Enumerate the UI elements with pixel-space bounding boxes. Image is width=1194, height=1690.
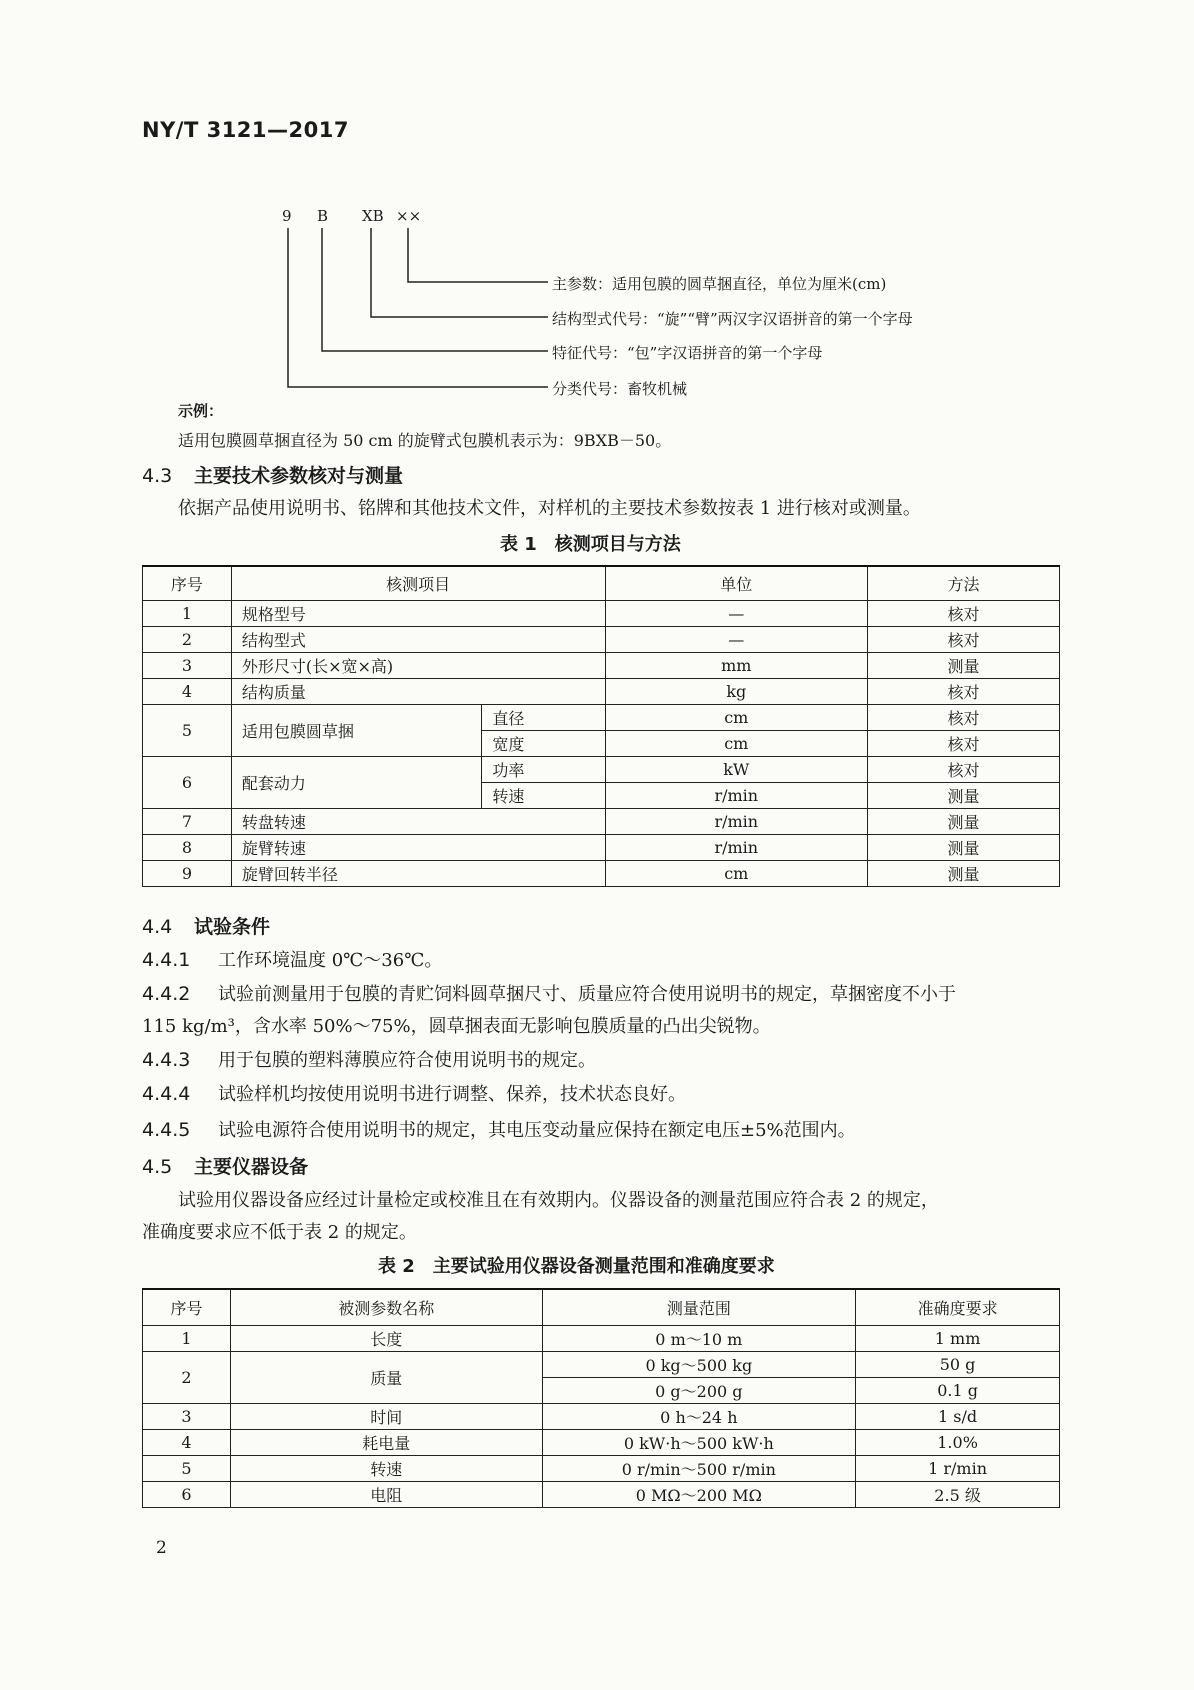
table2-cell: 1.0%: [856, 1429, 1060, 1455]
table1-cell: 测量: [868, 834, 1060, 860]
table2-cell: 50 g: [856, 1351, 1060, 1377]
section-4-4-2: 4.4.2 试验前测量用于包膜的青贮饲料圆草捆尺寸、质量应符合使用说明书的规定，草捆密度不小于: [142, 983, 956, 1005]
table1-cell: 旋臂回转半径: [231, 860, 605, 886]
table2-cell: 2.5 级: [856, 1481, 1060, 1507]
table1-cell: 测量: [868, 808, 1060, 834]
table1-cell: kg: [605, 678, 868, 704]
table1-cell: 9: [143, 860, 232, 886]
table2-cell: 0 kW·h～500 kW·h: [542, 1429, 856, 1455]
table1-cell: 核对: [868, 730, 1060, 756]
code-char-b: B: [317, 207, 329, 225]
section-4-4-heading: 4.4 试验条件: [142, 916, 271, 938]
table-row: [143, 1455, 1060, 1481]
table1-header-method: 方法: [868, 566, 1060, 600]
section-4-4-1: 4.4.1 工作环境温度 0℃～36℃。: [142, 949, 443, 971]
table1-cell: 8: [143, 834, 232, 860]
table1-header-item: 核测项目: [231, 566, 605, 600]
document-header: NY/T 3121—2017: [142, 118, 349, 142]
table-row: [143, 1325, 1060, 1351]
table1-cell: 功率: [482, 756, 605, 782]
table2-header-range: 测量范围: [542, 1289, 856, 1325]
table2-cell: 0 h～24 h: [542, 1403, 856, 1429]
table-row: [143, 652, 1060, 678]
code-label-structure: 结构型式代号：“旋”“臂”两汉字汉语拼音的第一个字母: [552, 310, 913, 328]
section-4-5-heading: 4.5 主要仪器设备: [142, 1156, 309, 1178]
table-row: [143, 704, 1060, 730]
table-row: [143, 1351, 1060, 1377]
table2-header-no: 序号: [143, 1289, 231, 1325]
table1-cell: —: [605, 600, 868, 626]
table2-cell: 1: [143, 1325, 231, 1351]
table-row: [143, 1481, 1060, 1507]
table-row: [143, 756, 1060, 782]
table1-cell: 核对: [868, 756, 1060, 782]
table2: [142, 1288, 1060, 1508]
table1-header-unit: 单位: [605, 566, 868, 600]
table2-cell: 2: [143, 1351, 231, 1403]
table2-cell: 长度: [230, 1325, 542, 1351]
example-title: 示例：: [178, 402, 224, 420]
table1-cell: 转盘转速: [231, 808, 605, 834]
table1-cell: cm: [605, 860, 868, 886]
table1-cell: r/min: [605, 782, 868, 808]
table-row: [143, 834, 1060, 860]
table2-cell: 0 MΩ～200 MΩ: [542, 1481, 856, 1507]
table2-cell: 3: [143, 1403, 231, 1429]
table2-cell: 4: [143, 1429, 231, 1455]
table1-cell: 7: [143, 808, 232, 834]
code-label-main-param: 主参数：适用包膜的圆草捆直径，单位为厘米(cm): [552, 275, 887, 293]
table1-cell: 6: [143, 756, 232, 808]
table2-cell: 0 r/min～500 r/min: [542, 1455, 856, 1481]
table1-cell: 4: [143, 678, 232, 704]
table1-cell: 2: [143, 626, 232, 652]
table2-cell: 1 r/min: [856, 1455, 1060, 1481]
table1-header-row: [143, 566, 1060, 600]
table-row: [143, 678, 1060, 704]
table1-cell: 核对: [868, 600, 1060, 626]
table-row: [143, 600, 1060, 626]
section-4-5-text-1: 试验用仪器设备应经过计量检定或校准且在有效期内。仪器设备的测量范围应符合表 2 的规定，: [178, 1190, 939, 1211]
table2-cell: 电阻: [230, 1481, 542, 1507]
table2-cell: 质量: [230, 1351, 542, 1403]
section-4-4-2-cont: 115 kg/m³，含水率 50%～75%，圆草捆表面无影响包膜质量的凸出尖锐物。: [142, 1016, 771, 1037]
code-label-feature: 特征代号：“包”字汉语拼音的第一个字母: [552, 344, 823, 362]
table1: [142, 565, 1060, 887]
table2-cell: 0.1 g: [856, 1377, 1060, 1403]
section-4-3-heading: 4.3 主要技术参数核对与测量: [142, 465, 404, 487]
table1-caption: 表 1 核测项目与方法: [500, 534, 681, 555]
table1-cell: r/min: [605, 808, 868, 834]
table1-cell: 1: [143, 600, 232, 626]
table-row: [143, 1429, 1060, 1455]
code-char-9: 9: [282, 207, 292, 225]
table1-cell: 核对: [868, 678, 1060, 704]
table2-cell: 5: [143, 1455, 231, 1481]
section-4-4-4: 4.4.4 试验样机均按使用说明书进行调整、保养，技术状态良好。: [142, 1083, 686, 1105]
table1-cell: 宽度: [482, 730, 605, 756]
table-row: [143, 860, 1060, 886]
section-4-4-5: 4.4.5 试验电源符合使用说明书的规定，其电压变动量应保持在额定电压±5%范围内。: [142, 1119, 856, 1141]
code-char-xb: XB: [362, 207, 384, 225]
table1-cell: r/min: [605, 834, 868, 860]
table2-cell: 时间: [230, 1403, 542, 1429]
table1-cell: 规格型号: [231, 600, 605, 626]
table2-cell: 1 mm: [856, 1325, 1060, 1351]
table1-cell: 适用包膜圆草捆: [231, 704, 481, 756]
table-row: [143, 1403, 1060, 1429]
code-label-category: 分类代号：畜牧机械: [552, 380, 688, 398]
table1-cell: 3: [143, 652, 232, 678]
table1-cell: kW: [605, 756, 868, 782]
section-4-3-text: 依据产品使用说明书、铭牌和其他技术文件，对样机的主要技术参数按表 1 进行核对或测量。: [178, 498, 921, 519]
table1-cell: 外形尺寸(长×宽×高): [231, 652, 605, 678]
section-4-5-text-2: 准确度要求应不低于表 2 的规定。: [142, 1222, 417, 1243]
example-text: 适用包膜圆草捆直径为 50 cm 的旋臂式包膜机表示为：9BXB－50。: [178, 431, 672, 450]
table1-cell: 核对: [868, 626, 1060, 652]
table1-cell: mm: [605, 652, 868, 678]
table2-cell: 耗电量: [230, 1429, 542, 1455]
section-4-4-3: 4.4.3 用于包膜的塑料薄膜应符合使用说明书的规定。: [142, 1049, 596, 1071]
page-number: 2: [156, 1538, 167, 1558]
table2-header-row: [143, 1289, 1060, 1325]
table1-cell: 测量: [868, 652, 1060, 678]
table1-cell: 核对: [868, 704, 1060, 730]
table2-cell: 1 s/d: [856, 1403, 1060, 1429]
table1-cell: 旋臂转速: [231, 834, 605, 860]
table2-cell: 0 kg～500 kg: [542, 1351, 856, 1377]
table2-header-param: 被测参数名称: [230, 1289, 542, 1325]
table1-cell: 测量: [868, 860, 1060, 886]
table-row: [143, 626, 1060, 652]
table1-cell: 结构质量: [231, 678, 605, 704]
table2-cell: 转速: [230, 1455, 542, 1481]
table1-cell: cm: [605, 730, 868, 756]
table1-cell: 配套动力: [231, 756, 481, 808]
table1-cell: 5: [143, 704, 232, 756]
code-char-xx: ××: [396, 207, 422, 225]
table2-cell: 0 m～10 m: [542, 1325, 856, 1351]
table2-cell: 0 g～200 g: [542, 1377, 856, 1403]
table2-header-accuracy: 准确度要求: [856, 1289, 1060, 1325]
table1-cell: cm: [605, 704, 868, 730]
table1-cell: 直径: [482, 704, 605, 730]
table2-caption: 表 2 主要试验用仪器设备测量范围和准确度要求: [378, 1256, 775, 1277]
table2-cell: 6: [143, 1481, 231, 1507]
table-row: [143, 808, 1060, 834]
table1-cell: 测量: [868, 782, 1060, 808]
table1-cell: —: [605, 626, 868, 652]
table1-cell: 结构型式: [231, 626, 605, 652]
table1-header-no: 序号: [143, 566, 232, 600]
table1-cell: 转速: [482, 782, 605, 808]
